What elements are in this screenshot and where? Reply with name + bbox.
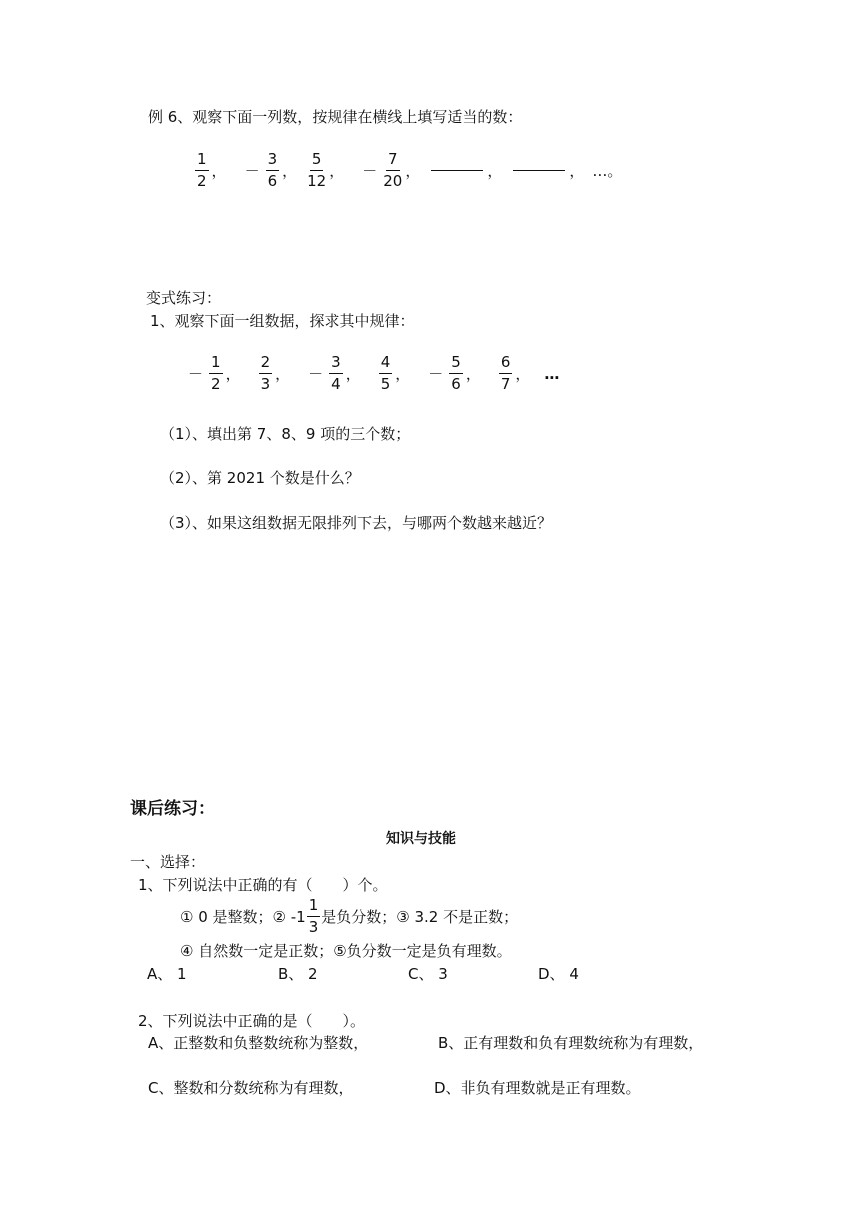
ellipsis: …。 — [592, 162, 623, 180]
ellipsis: … — [544, 364, 560, 383]
fraction: $\frac{2}{3}$ — [260, 353, 271, 393]
fraction: $\frac{1}{2}$ — [211, 353, 221, 393]
variant-question-1: 1、观察下面一组数据，探求其中规律： — [150, 312, 415, 330]
question-1-statements-1: ① 0 是整数；② -1 $\frac{1}{3}$ 是负分数；③ 3.2 不是正数； — [180, 896, 519, 936]
section-heading: 知识与技能 — [386, 831, 456, 847]
fraction: $\frac{3}{6}$ — [267, 150, 278, 190]
fraction: $\frac{1}{2}$ — [197, 150, 207, 190]
variant-sub-3: （3）、如果这组数据无限排列下去，与哪两个数越来越近？ — [160, 514, 553, 532]
answer-blank[interactable] — [513, 170, 565, 171]
fraction: $\frac{5}{6}$ — [451, 353, 461, 393]
q2-option-b[interactable]: B、正有理数和负有理数统称为有理数， — [438, 1034, 704, 1052]
option-d[interactable]: D、 4 — [538, 965, 579, 983]
variant-title: 变式练习： — [146, 289, 222, 307]
variant-sub-2: （2）、第 2021 个数是什么？ — [160, 469, 360, 487]
q2-option-a[interactable]: A、正整数和负整数统称为整数， — [148, 1034, 369, 1052]
example6-sequence: $\frac{1}{2}$ ， － $\frac{3}{6}$ ， $\frac{5}{12}$ ， － $\frac{7}{20}$ ， ， ， …。 — [197, 150, 623, 190]
q2-option-c[interactable]: C、整数和分数统称为有理数， — [148, 1079, 354, 1097]
fraction: $\frac{6}{7}$ — [500, 353, 511, 393]
question-1: 1、下列说法中正确的有（ ）个。 — [138, 876, 388, 894]
example6-prompt: 例 6、观察下面一列数，按规律在横线上填写适当的数： — [148, 108, 523, 126]
homework-title: 课后练习： — [130, 799, 215, 819]
option-c[interactable]: C、 3 — [408, 965, 448, 983]
variant-sequence: － $\frac{1}{2}$ ， $\frac{2}{3}$ ， － $\frac{3}{4}$ ， $\frac{4}{5}$ ， － $\frac{5}{6}$ ， $\frac{6}{7}$ ， … — [188, 353, 560, 393]
answer-blank[interactable] — [431, 170, 483, 171]
fraction: $\frac{7}{20}$ — [383, 150, 403, 190]
fraction: $\frac{3}{4}$ — [331, 353, 341, 393]
part-heading: 一、选择： — [130, 853, 206, 871]
fraction: $\frac{1}{3}$ — [308, 896, 319, 936]
fraction: $\frac{5}{12}$ — [307, 150, 327, 190]
fraction: $\frac{4}{5}$ — [380, 353, 391, 393]
option-a[interactable]: A、 1 — [147, 965, 187, 983]
question-2: 2、下列说法中正确的是（ ）。 — [138, 1012, 366, 1030]
variant-sub-1: （1）、填出第 7、8、9 项的三个数； — [160, 425, 411, 443]
option-b[interactable]: B、 2 — [278, 965, 318, 983]
q2-option-d[interactable]: D、非负有理数就是正有理数。 — [434, 1079, 641, 1097]
question-1-statements-2: ④ 自然数一定是正数；⑤负分数一定是负有理数。 — [180, 942, 512, 960]
